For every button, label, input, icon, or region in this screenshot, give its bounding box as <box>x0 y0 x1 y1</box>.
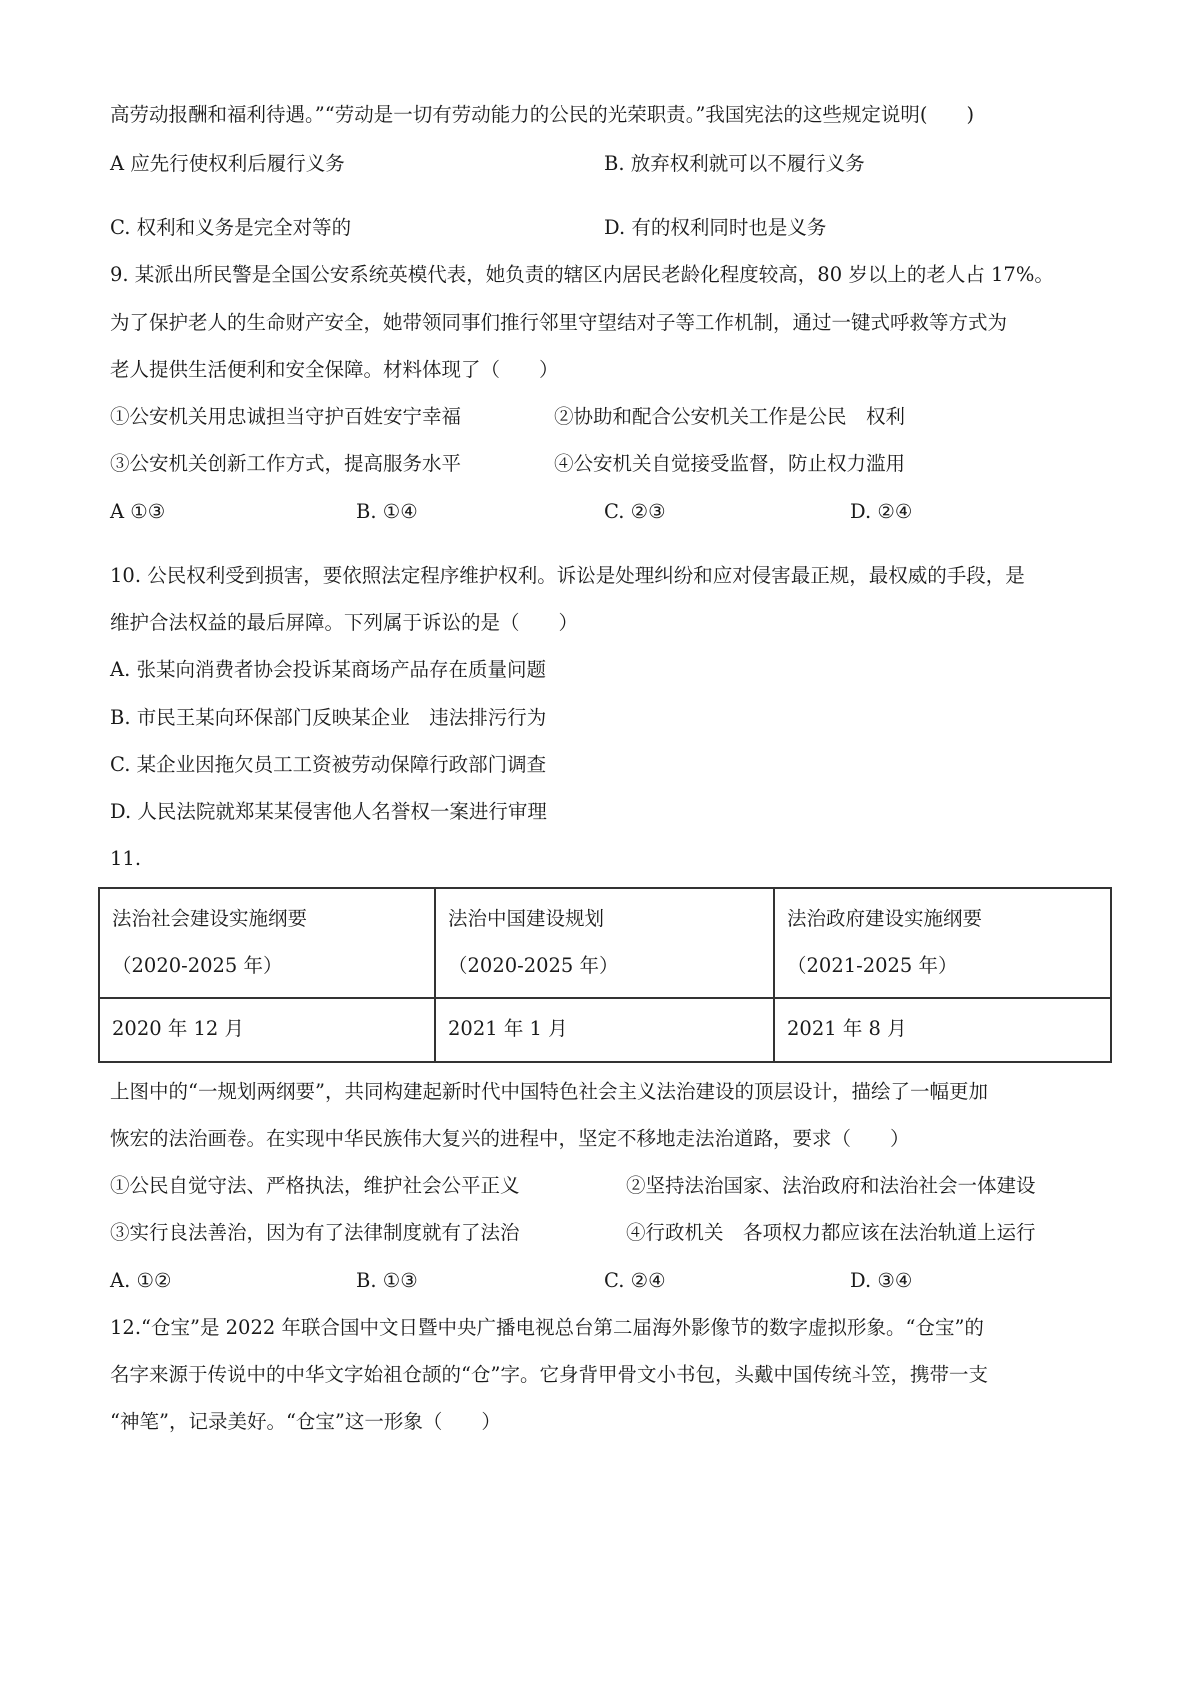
q8-option-a: A 应先行使权利后履行义务 <box>110 152 345 175</box>
q9-option-a: A ①③ <box>110 500 166 523</box>
q12-stem-line-3: “神笔”，记录美好。“仓宝”这一形象（ ） <box>110 1410 501 1433</box>
q10-option-d: D. 人民法院就郑某某侵害他人名誉权一案进行审理 <box>110 800 547 823</box>
q11-statement-3: ③实行良法善治，因为有了法律制度就有了法治 <box>110 1221 520 1244</box>
table-col1-title: 法治社会建设实施纲要 <box>112 907 308 930</box>
table-col1-date: 2020 年 12 月 <box>112 1017 245 1040</box>
q11-statement-1: ①公民自觉守法、严格执法，维护社会公平正义 <box>110 1174 520 1197</box>
q8-option-b: B. 放弃权利就可以不履行义务 <box>604 152 865 175</box>
q9-statement-1: ①公安机关用忠诚担当守护百姓安宁幸福 <box>110 405 462 428</box>
table-col3-date: 2021 年 8 月 <box>787 1017 907 1040</box>
table-divider-v1 <box>434 889 436 1061</box>
table-col2-period: （2020-2025 年） <box>448 954 619 977</box>
q9-option-c: C. ②③ <box>604 500 666 523</box>
q9-statement-4: ④公安机关自觉接受监督，防止权力滥用 <box>554 452 906 475</box>
table-divider-h <box>100 997 1110 999</box>
q10-option-b: B. 市民王某向环保部门反映某企业 违法排污行为 <box>110 706 547 729</box>
table-col2-date: 2021 年 1 月 <box>448 1017 568 1040</box>
q8-option-d: D. 有的权利同时也是义务 <box>604 216 827 239</box>
table-col3-title: 法治政府建设实施纲要 <box>787 907 983 930</box>
q9-statement-2: ②协助和配合公安机关工作是公民 权利 <box>554 405 906 428</box>
q10-option-a: A. 张某向消费者协会投诉某商场产品存在质量问题 <box>110 658 546 681</box>
q11-statement-4: ④行政机关 各项权力都应该在法治轨道上运行 <box>626 1221 1036 1244</box>
q11-option-c: C. ②④ <box>604 1269 666 1292</box>
q12-stem-line-2: 名字来源于传说中的中华文字始祖仓颉的“仓”字。它身背甲骨文小书包，头戴中国传统斗笠，携带一支 <box>110 1363 988 1386</box>
q12-stem-line-1: 12.“仓宝”是 2022 年联合国中文日暨中央广播电视总台第二届海外影像节的数字虚拟形象。“仓宝”的 <box>110 1316 984 1339</box>
q10-stem-line-2: 维护合法权益的最后屏障。下列属于诉讼的是（ ） <box>110 611 579 634</box>
table-divider-v2 <box>773 889 775 1061</box>
q11-option-b: B. ①③ <box>356 1269 418 1292</box>
table-col2-title: 法治中国建设规划 <box>448 907 605 930</box>
q8-option-c: C. 权利和义务是完全对等的 <box>110 216 352 239</box>
q11-statement-2: ②坚持法治国家、法治政府和法治社会一体建设 <box>626 1174 1036 1197</box>
q11-option-d: D. ③④ <box>850 1269 913 1292</box>
q9-option-d: D. ②④ <box>850 500 913 523</box>
q10-stem-line-1: 10. 公民权利受到损害，要依照法定程序维护权利。诉讼是处理纠纷和应对侵害最正规，最权威的手段，是 <box>110 564 1025 587</box>
q10-option-c: C. 某企业因拖欠员工工资被劳动保障行政部门调查 <box>110 753 547 776</box>
table-col3-period: （2021-2025 年） <box>787 954 958 977</box>
q9-statement-3: ③公安机关创新工作方式，提高服务水平 <box>110 452 462 475</box>
q9-option-b: B. ①④ <box>356 500 418 523</box>
q9-stem-line-3: 老人提供生活便利和安全保障。材料体现了（ ） <box>110 358 559 381</box>
q11-stem-line-2: 恢宏的法治画卷。在实现中华民族伟大复兴的进程中，坚定不移地走法治道路，要求（ ） <box>110 1127 910 1150</box>
q9-stem-line-1: 9. 某派出所民警是全国公安系统英模代表，她负责的辖区内居民老龄化程度较高，80 岁以上的老人占 17%。 <box>110 263 1054 286</box>
q8-stem-tail: 高劳动报酬和福利待遇。”“劳动是一切有劳动能力的公民的光荣职责。”我国宪法的这些规定说明( ) <box>110 103 975 126</box>
q11-number: 11. <box>110 847 142 870</box>
q11-stem-line-1: 上图中的“一规划两纲要”，共同构建起新时代中国特色社会主义法治建设的顶层设计，描绘了一幅更加 <box>110 1080 988 1103</box>
q11-option-a: A. ①② <box>110 1269 172 1292</box>
table-col1-period: （2020-2025 年） <box>112 954 283 977</box>
q11-table <box>98 887 1112 1063</box>
q9-stem-line-2: 为了保护老人的生命财产安全，她带领同事们推行邻里守望结对子等工作机制，通过一键式呼救等方式为 <box>110 311 1008 334</box>
